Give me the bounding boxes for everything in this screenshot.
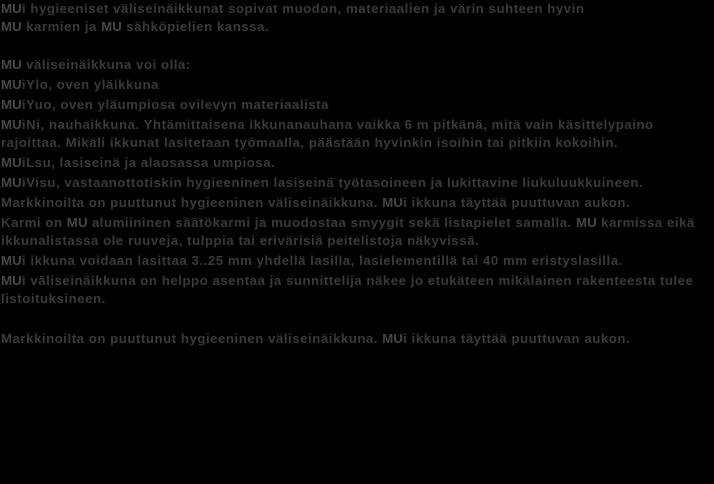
brand-mu: MU [1, 117, 22, 132]
frame-paragraph: Karmi on MU alumiininen säätökarmi ja muodostaa smyygit sekä listapielet samalla. MU karmissa eikä ikkunalistassa ole ruuveja, tulppia tai erivärisiä peitelistoja näkyvissä. [1, 215, 695, 248]
brand-mu: MU [382, 195, 404, 210]
intro-paragraph: MUi hygieeniset väliseinäikkunat sopivat muodon, materiaalien ja värin suhteen hyvin MU karmien ja MU sähköpielien kanssa. [1, 1, 585, 34]
brand-mu: MU [1, 19, 22, 34]
brand-mu: MU [1, 77, 22, 92]
market-paragraph: Markkinoilta on puuttunut hygieeninen väliseinäikkuna. MUi ikkuna täyttää puuttuvan aukon. [1, 195, 631, 210]
market-paragraph-repeat: Markkinoilta on puuttunut hygieeninen väliseinäikkuna. MUi ikkuna täyttää puuttuvan aukon. [1, 331, 631, 346]
spacer [1, 36, 714, 56]
brand-mu: MU [1, 97, 22, 112]
list-item-ni: MUiNi, nauhaikkuna. Yhtämittaisena ikkunanauhana vaikka 6 m pitkänä, mitä vain käsittelypaino rajoittaa. Mikäli ikkunat lasitetaan työmaalla, päästään hyvinkin isoihin tai pitkiin kokoihin. [1, 117, 654, 150]
brand-mu: MU [1, 175, 22, 190]
install-paragraph: MUi väliseinäikkuna on helppo asentaa ja sunnittelija näkee jo etukäteen mikälainen rakenteesta tulee listoituksineen. [1, 273, 694, 306]
spacer [1, 308, 714, 330]
list-item-yuo: MUiYuo, oven yläumpiosa ovilevyn materiaalista [1, 97, 330, 112]
brand-mu: MU [1, 155, 22, 170]
brand-mu: MU [101, 19, 123, 34]
brand-mu: MU [1, 273, 22, 288]
glazing-paragraph: MUi ikkuna voidaan lasittaa 3..25 mm yhdellä lasilla, lasielementillä tai 40 mm eristyslasilla. [1, 253, 623, 268]
brand-mu: MU [1, 1, 22, 16]
list-item-lsu: MUiLsu, lasiseinä ja alaosassa umpiosa. [1, 155, 276, 170]
list-item-visu: MUiVisu, vastaanottotiskin hygieeninen lasiseinä työtasoineen ja lukittavine liukuluukkuineen. [1, 175, 644, 190]
brand-mu: MU [1, 57, 22, 72]
brand-mu: MU [66, 215, 88, 230]
brand-mu: MU [382, 331, 404, 346]
list-heading: MU väliseinäikkuna voi olla: [1, 57, 191, 72]
brand-mu: MU [576, 215, 597, 230]
list-item-ylo: MUiYlo, oven yläikkuna [1, 77, 159, 92]
brand-mu: MU [1, 253, 22, 268]
